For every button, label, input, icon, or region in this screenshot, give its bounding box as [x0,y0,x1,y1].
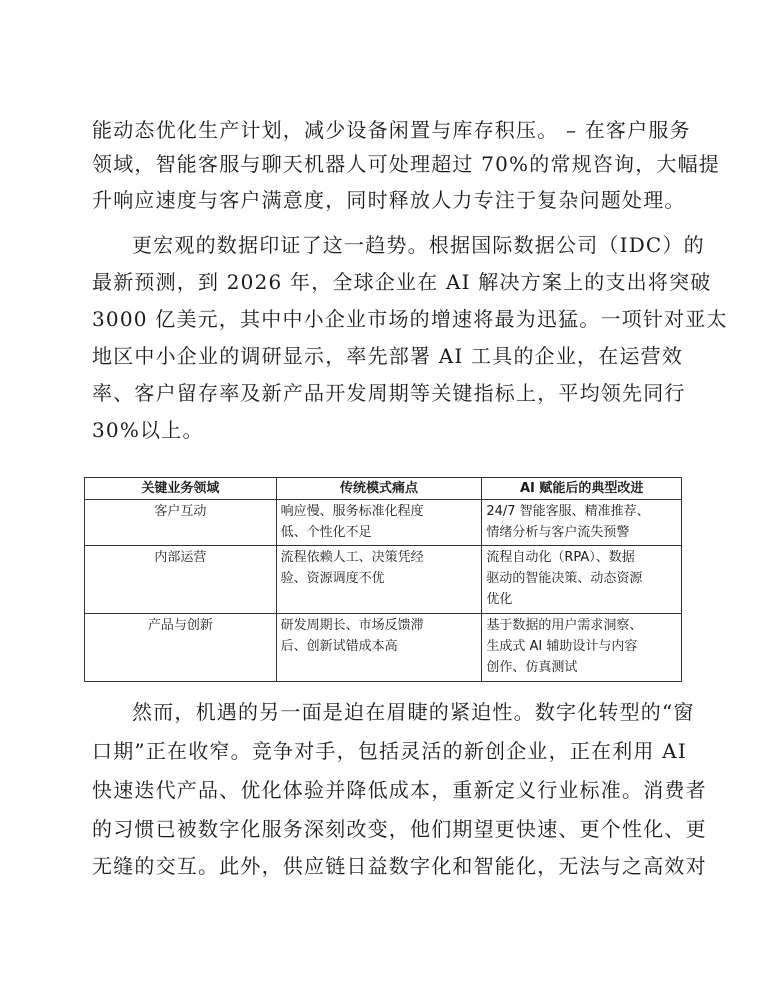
table-row [85,546,682,614]
table-row [85,614,682,682]
paragraph2-line: 率、客户留存率及新产品开发周期等关键指标上，平均领先同行 [92,381,686,405]
table-cell-area: 内部运营 [85,546,277,614]
paragraph2-line: 地区中小企业的调研显示，率先部署 AI 工具的企业，在运营效 [92,344,684,368]
cell-line: 验、资源调度不优 [280,571,385,586]
table-cell-pain [276,500,482,546]
cell-line: 情绪分析与客户流失预警 [486,525,630,540]
cell-line: 24/7 智能客服、精准推荐、 [486,504,650,519]
paragraph3-line: 的习惯已被数字化服务深刻改变，他们期望更快速、更个性化、更 [92,817,707,841]
cell-line: 流程依赖人工、决策凭经 [280,550,424,565]
table-cell-pain [276,546,482,614]
cell-line: 基于数据的用户需求洞察、 [486,618,643,633]
paragraph3-line: 然而，机遇的另一面是迫在眉睫的紧迫性。数字化转型的“窗 [132,700,695,724]
table-header-cell: 关键业务领域 [85,478,277,500]
paragraph2-line: 30%以上。 [92,418,204,442]
comparison-table [84,477,682,682]
cell-line: 创作、仿真测试 [486,660,578,675]
cell-line: 生成式 AI 辅助设计与内容 [486,639,638,654]
paragraph3-line: 口期”正在收窄。竞争对手，包括灵活的新创企业，正在利用 AI [92,739,687,763]
paragraph2-line: 更宏观的数据印证了这一趋势。根据国际数据公司（IDC）的 [132,233,705,257]
table-cell-area: 客户互动 [85,500,277,546]
paragraph3-line: 快速迭代产品、优化体验并降低成本，重新定义行业标准。消费者 [92,778,707,802]
table-row [85,500,682,546]
cell-line: 响应慢、服务标准化程度 [280,504,424,519]
paragraph1-line: 升响应速度与客户满意度，同时释放人力专注于复杂问题处理。 [92,188,686,212]
paragraph1-line: 领域，智能客服与聊天机器人可处理超过 70%的常规咨询，大幅提 [92,152,721,176]
cell-line: 后、创新试错成本高 [280,639,398,654]
paragraph1-line: 能动态优化生产计划，减少设备闲置与库存积压。 – 在客户服务 [92,118,691,142]
table-cell-pain [276,614,482,682]
cell-line: 优化 [486,592,513,607]
table-cell-improve [482,500,682,546]
paragraph2-line: 最新预测，到 2026 年，全球企业在 AI 解决方案上的支出将突破 [92,270,712,294]
table-cell-improve [482,546,682,614]
table-header-row [85,478,682,500]
paragraph3-line: 无缝的交互。此外，供应链日益数字化和智能化，无法与之高效对 [92,854,707,878]
table-header-cell: 传统模式痛点 [276,478,482,500]
table-cell-improve [482,614,682,682]
cell-line: 低、个性化不足 [280,525,372,540]
table-cell-area: 产品与创新 [85,614,277,682]
table-header-cell: AI 赋能后的典型改进 [482,478,682,500]
cell-line: 驱动的智能决策、动态资源 [486,571,643,586]
cell-line: 流程自动化（RPA）、数据 [486,550,635,565]
paragraph2-line: 3000 亿美元，其中中小企业市场的增速将最为迅猛。一项针对亚太 [92,307,728,331]
cell-line: 研发周期长、市场反馈滞 [280,618,424,633]
